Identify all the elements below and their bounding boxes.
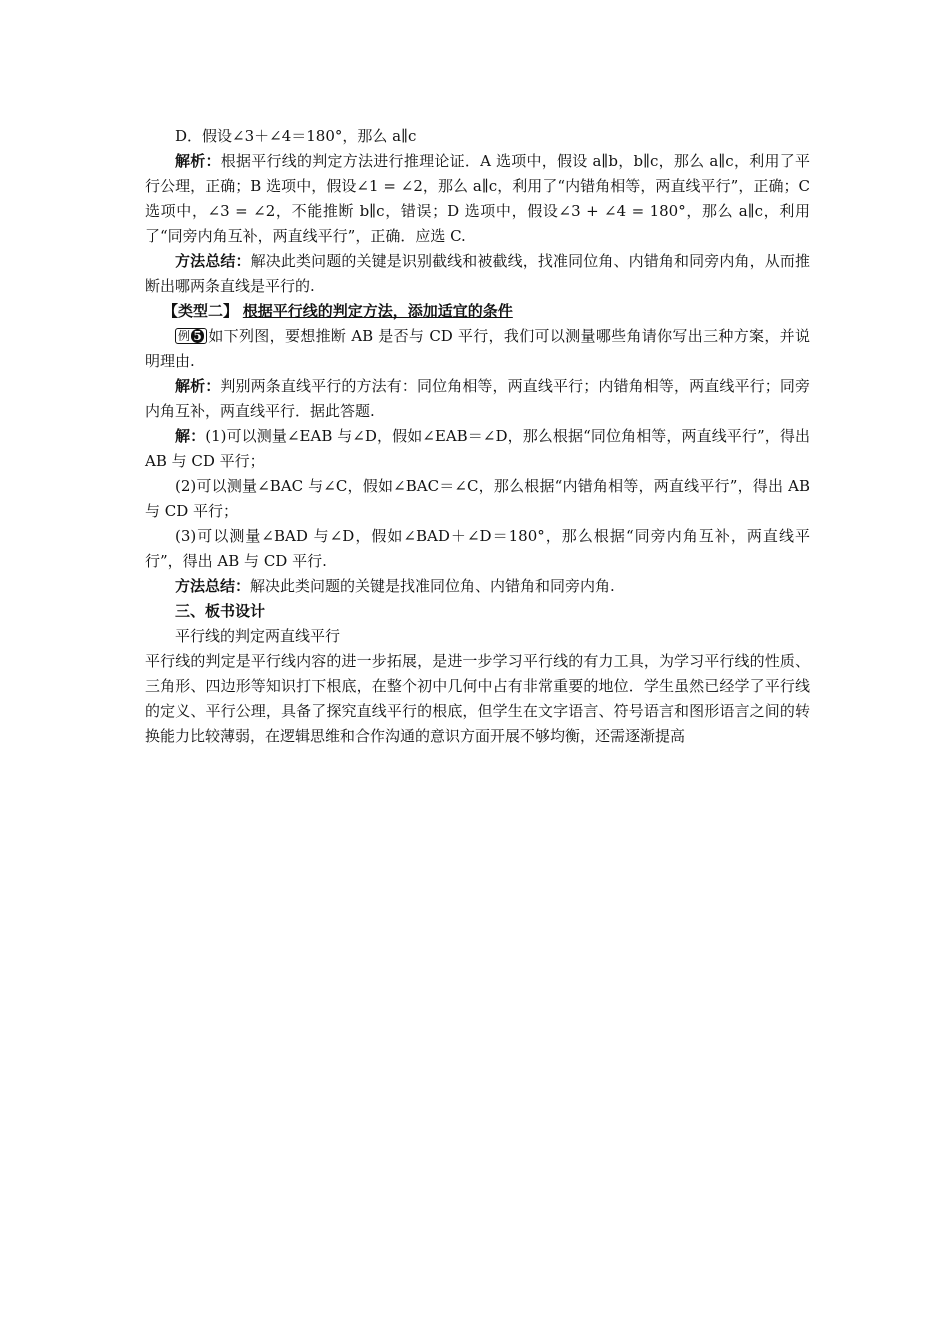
section-three-heading: 三、板书设计 bbox=[175, 602, 266, 620]
method-summary-1 bbox=[145, 249, 810, 299]
solution-item-1 bbox=[145, 424, 810, 474]
solution-item-3: (3)可以测量∠BAD 与∠D，假如∠BAD＋∠D＝180°，那么根据“同旁内角互补，两直线平行”，得出 AB 与 CD 平行. bbox=[145, 527, 810, 570]
example-text: 如下列图，要想推断 AB 是否与 CD 平行，我们可以测量哪些角请你写出三种方案，并说明理由. bbox=[145, 327, 810, 370]
example-badge bbox=[175, 328, 207, 344]
type-two-heading bbox=[145, 299, 810, 324]
example-5-question bbox=[145, 324, 810, 374]
solution-label: 解： bbox=[175, 427, 206, 445]
board-design-title: 平行线的判定两直线平行 bbox=[175, 627, 341, 645]
type-label: 【类型二】 bbox=[163, 302, 239, 320]
option-d: D．假设∠3＋∠4＝180°，那么 a∥c bbox=[175, 127, 417, 145]
analysis-paragraph-1 bbox=[145, 149, 810, 249]
summary-label: 方法总结： bbox=[175, 252, 251, 270]
summary-text: 解决此类问题的关键是找准同位角、内错角和同旁内角. bbox=[250, 577, 615, 595]
solution-text-1: (1)可以测量∠EAB 与∠D，假如∠EAB＝∠D，那么根据“同位角相等，两直线平行”，得出 AB 与 CD 平行； bbox=[145, 427, 810, 470]
type-title: 根据平行线的判定方法，添加适宜的条件 bbox=[242, 302, 513, 320]
analysis-paragraph-2 bbox=[145, 374, 810, 424]
summary-text: 解决此类问题的关键是识别截线和被截线，找准同位角、内错角和同旁内角，从而推断出哪两条直线是平行的. bbox=[145, 252, 810, 295]
document-page bbox=[145, 124, 810, 749]
teaching-reflection: 平行线的判定是平行线内容的进一步拓展，是进一步学习平行线的有力工具，为学习平行线的性质、三角形、四边形等知识打下根底，在整个初中几何中占有非常重要的地位．学生虽然已经学了平行线的定义、平行公理，具备了探究直线平行的根底，但学生在文字语言、符号语言和图形语言之间的转换能力比较薄弱，在逻辑思维和合作沟通的意识方面开展不够均衡，还需逐渐提高 bbox=[145, 652, 810, 745]
example-number-badge: 5 bbox=[191, 329, 204, 343]
analysis-text: 根据平行线的判定方法进行推理论证．A 选项中，假设 a∥b，b∥c，那么 a∥c，利用了平行公理，正确；B 选项中，假设∠1 = ∠2，那么 a∥c，利用了“内错角相等，两直线平行”，正确；C 选项中，∠3 = ∠2，不能推断 b∥c，错误；D 选项中，假设∠3 + ∠4 = 180°，那么 a∥c，利用了“同旁内角互补，两直线平行”，正确．应选 C. bbox=[145, 152, 810, 245]
summary-label: 方法总结： bbox=[175, 577, 251, 595]
example-badge-text: 例 bbox=[178, 329, 191, 343]
method-summary-2 bbox=[145, 574, 810, 599]
analysis-label: 解析： bbox=[175, 152, 221, 170]
analysis-text: 判别两条直线平行的方法有：同位角相等，两直线平行；内错角相等，两直线平行；同旁内角互补，两直线平行．据此答题. bbox=[145, 377, 810, 420]
analysis-label: 解析： bbox=[175, 377, 221, 395]
solution-item-2: (2)可以测量∠BAC 与∠C，假如∠BAC＝∠C，那么根据“内错角相等，两直线平行”，得出 AB 与 CD 平行； bbox=[145, 477, 810, 520]
